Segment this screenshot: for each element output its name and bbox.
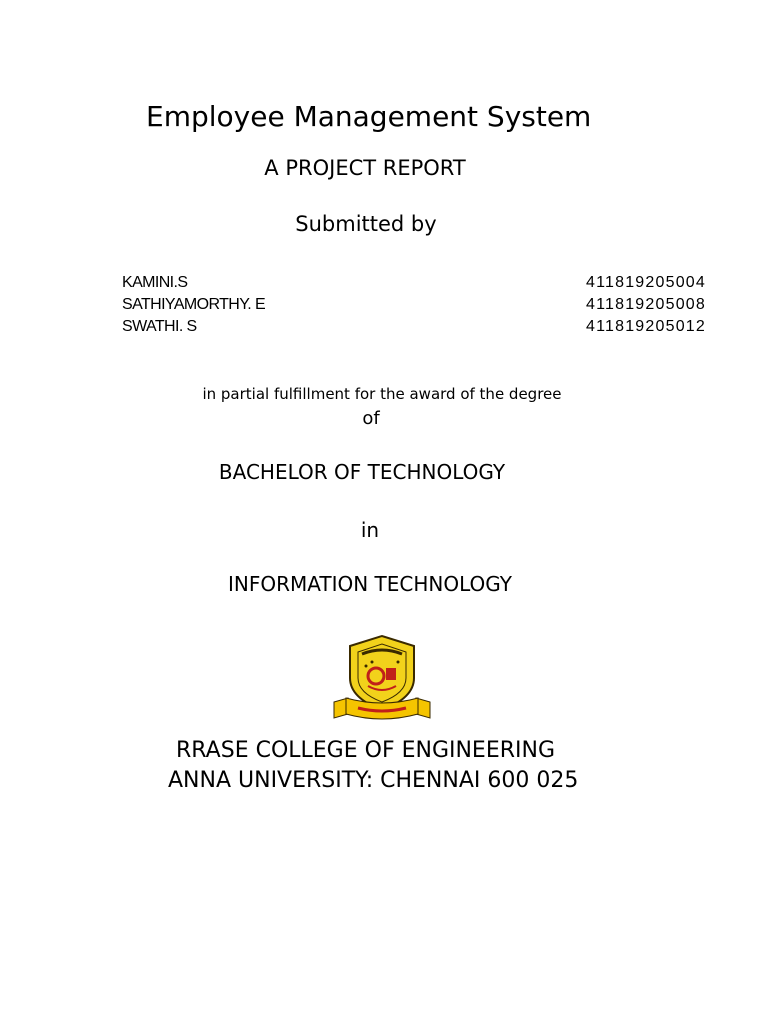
student-list bbox=[122, 272, 706, 338]
report-subtitle: A PROJECT REPORT bbox=[264, 156, 466, 180]
in-text: in bbox=[360, 518, 380, 542]
student-name: SATHIYAMORTHY. E bbox=[122, 296, 266, 313]
partial-fulfillment-text: in partial fulfillment for the award of the degree bbox=[202, 385, 562, 403]
student-id: 411819205004 bbox=[586, 274, 706, 291]
university-name: ANNA UNIVERSITY: CHENNAI 600 025 bbox=[168, 768, 579, 793]
degree-name: BACHELOR OF TECHNOLOGY bbox=[218, 460, 506, 484]
submitted-by-label: Submitted by bbox=[295, 212, 437, 236]
student-id: 411819205008 bbox=[586, 296, 706, 313]
branch-name: INFORMATION TECHNOLOGY bbox=[227, 572, 512, 596]
college-name: RRASE COLLEGE OF ENGINEERING bbox=[176, 738, 556, 763]
college-crest-icon bbox=[328, 632, 436, 722]
student-id: 411819205012 bbox=[586, 318, 706, 335]
of-text: of bbox=[362, 408, 380, 429]
student-name: KAMINI.S bbox=[122, 274, 188, 291]
student-row bbox=[122, 272, 706, 294]
student-row bbox=[122, 316, 706, 338]
page-title: Employee Management System bbox=[146, 100, 592, 133]
student-row bbox=[122, 294, 706, 316]
student-name: SWATHI. S bbox=[122, 318, 197, 335]
